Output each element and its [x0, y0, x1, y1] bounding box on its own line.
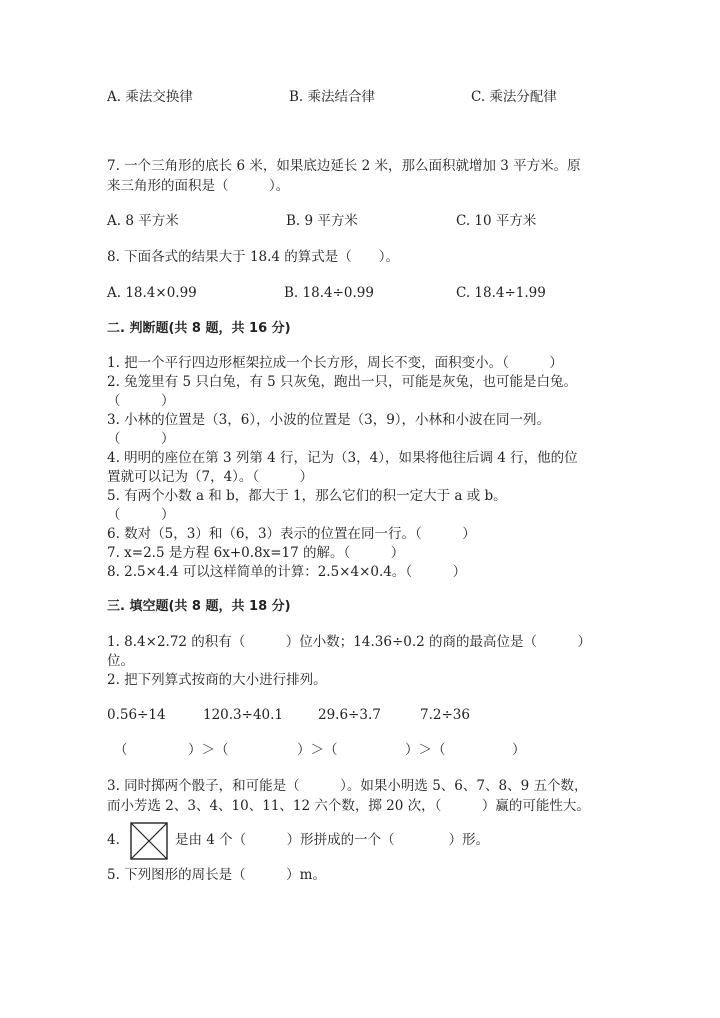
judge-line: 4. 明明的座位在第 3 列第 4 行，记为（3，4），如果将他往后调 4 行，他的位	[107, 450, 578, 466]
judge-line: 8. 2.5×4.4 可以这样简单的计算：2.5×4×0.4。（ ）	[107, 564, 467, 580]
section-3-title: 三. 填空题(共 8 题，共 18 分)	[107, 599, 291, 614]
judge-line: （ ）	[107, 507, 175, 523]
fill-q2: 2. 把下列算式按商的大小进行排列。	[107, 672, 327, 688]
fill-q3-line1: 3. 同时掷两个骰子，和可能是（ ）。如果小明选 5、6、7、8、9 五个数，	[107, 778, 588, 794]
square-divided-diagram	[130, 822, 168, 860]
q8-text: 8. 下面各式的结果大于 18.4 的算式是（ ）。	[107, 249, 400, 265]
expression: 0.56÷14	[107, 707, 166, 723]
q8-option-c: C. 18.4÷1.99	[456, 285, 546, 301]
fill-q3-line2: 而小芳选 2、3、4、10、11、12 六个数，掷 20 次，（ ）赢的可能性大。	[107, 798, 590, 814]
fill-q4-text: 是由 4 个（ ）形拼成的一个（ ）形。	[175, 832, 490, 848]
order-blank: （	[114, 742, 128, 758]
judge-line: （ ）	[107, 393, 175, 409]
judge-line: 5. 有两个小数 a 和 b，都大于 1，那么它们的积一定大于 a 或 b。	[107, 488, 507, 504]
judge-line: 7. x=2.5 是方程 6x+0.8x=17 的解。（ ）	[107, 545, 405, 561]
order-blank: ）＞（	[188, 742, 229, 758]
q6-option-b: B. 乘法结合律	[289, 89, 376, 105]
judge-line: 3. 小林的位置是（3，6），小波的位置是（3，9），小林和小波在同一列。	[107, 412, 551, 428]
q7-text-line2: 来三角形的面积是（ ）。	[107, 178, 290, 194]
fill-q1-line2: 位。	[107, 653, 134, 669]
q6-option-c: C. 乘法分配律	[471, 89, 557, 105]
fill-q5: 5. 下列图形的周长是（ ）m。	[107, 867, 326, 883]
fill-q1-line1: 1. 8.4×2.72 的积有（ ）位小数；14.36÷0.2 的商的最高位是（ ）	[107, 634, 592, 650]
section-2-title: 二. 判断题(共 8 题，共 16 分)	[107, 321, 291, 336]
order-blank: ）	[512, 742, 526, 758]
q7-option-a: A. 8 平方米	[107, 213, 179, 229]
fill-q4-number: 4.	[107, 832, 120, 848]
judge-line: 1. 把一个平行四边形框架拉成一个长方形，周长不变，面积变小。（ ）	[107, 355, 563, 371]
q7-option-b: B. 9 平方米	[286, 213, 358, 229]
judge-line: 6. 数对（5，3）和（6，3）表示的位置在同一行。（ ）	[107, 526, 476, 542]
q7-option-c: C. 10 平方米	[456, 213, 537, 229]
q6-option-a: A. 乘法交换律	[107, 89, 193, 105]
judge-line: 2. 兔笼里有 5 只白兔，有 5 只灰兔，跑出一只，可能是灰兔，也可能是白兔。	[107, 374, 578, 390]
expression: 29.6÷3.7	[318, 707, 381, 723]
expression: 7.2÷36	[420, 707, 470, 723]
q7-text-line1: 7. 一个三角形的底长 6 米，如果底边延长 2 米，那么面积就增加 3 平方米。原	[107, 158, 581, 174]
judge-line: 置就可以记为（7，4）。（ ）	[107, 469, 314, 485]
expression: 120.3÷40.1	[203, 707, 284, 723]
order-blank: ）＞（	[405, 742, 446, 758]
q8-option-b: B. 18.4÷0.99	[284, 285, 374, 301]
order-blank: ）＞（	[297, 742, 338, 758]
q8-option-a: A. 18.4×0.99	[107, 285, 197, 301]
judge-line: （ ）	[107, 431, 175, 447]
